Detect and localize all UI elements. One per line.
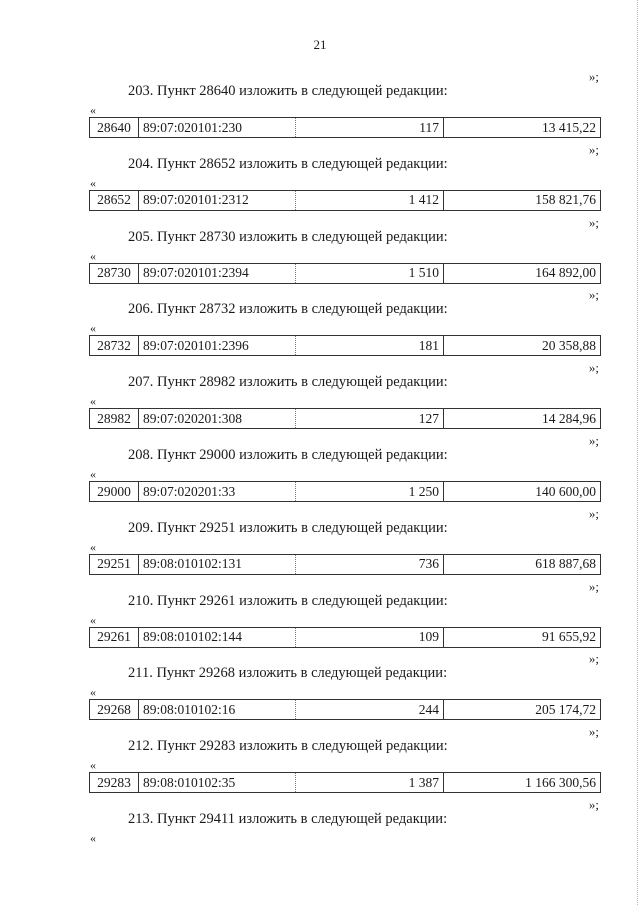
amendment-heading: 207. Пункт 28982 изложить в следующей редакции:	[128, 374, 448, 391]
opening-quote: «	[90, 612, 96, 627]
amendment-heading: 204. Пункт 28652 изложить в следующей редакции:	[128, 155, 448, 172]
cadastral-number-cell: 89:07:020201:308	[139, 409, 296, 428]
item-number-cell: 29268	[90, 700, 139, 719]
opening-quote: «	[90, 758, 96, 773]
table-row	[89, 772, 601, 793]
value-cell: 91 655,92	[542, 629, 596, 645]
amendment-heading: 203. Пункт 28640 изложить в следующей редакции:	[128, 83, 448, 99]
closing-quote: »;	[588, 360, 599, 376]
amendment-heading: 211. Пункт 29268 изложить в следующей редакции:	[128, 665, 448, 682]
closing-quote: »;	[588, 287, 599, 303]
amendment-heading: 212. Пункт 29283 изложить в следующей редакции:	[128, 738, 448, 755]
amendment-heading: 210. Пункт 29261 изложить в следующей редакции:	[128, 592, 448, 609]
item-number-cell: 28982	[90, 409, 139, 428]
page-edge	[633, 0, 638, 905]
opening-quote: «	[90, 175, 96, 190]
item-number-cell: 28732	[90, 336, 139, 355]
value-cell: 14 284,96	[542, 410, 596, 426]
table-row	[89, 699, 601, 720]
table-row	[89, 190, 601, 211]
closing-quote: »;	[588, 797, 599, 812]
value-cell: 1 166 300,56	[525, 774, 596, 790]
table-row	[89, 408, 601, 429]
item-number-cell: 29251	[90, 555, 139, 574]
value-cell: 164 892,00	[535, 265, 596, 281]
closing-quote: »;	[588, 578, 599, 594]
opening-quote: «	[90, 103, 96, 117]
amendment-heading: 208. Пункт 29000 изложить в следующей редакции:	[128, 447, 448, 463]
item-number-cell: 28640	[90, 118, 139, 137]
cadastral-number-cell: 89:07:020101:2312	[139, 191, 296, 210]
value-cell: 140 600,00	[535, 483, 596, 499]
area-cell: 1 412	[296, 191, 444, 210]
cadastral-number-cell: 89:08:010102:144	[139, 628, 296, 647]
cadastral-number-cell: 89:07:020101:2396	[139, 336, 296, 355]
opening-quote: «	[90, 321, 96, 336]
closing-quote: »;	[588, 141, 599, 157]
item-number-cell: 29283	[90, 773, 139, 792]
page-number: 21	[313, 37, 327, 52]
cadastral-number-cell: 89:07:020101:2394	[139, 264, 296, 283]
closing-quote: »;	[588, 651, 599, 667]
closing-quote: »;	[588, 433, 599, 448]
item-number-cell: 28730	[90, 264, 139, 283]
amendment-heading: 209. Пункт 29251 изложить в следующей редакции:	[128, 519, 448, 536]
closing-quote: »;	[588, 69, 599, 84]
area-cell: 1 250	[296, 482, 444, 501]
cadastral-number-cell: 89:07:020101:230	[139, 118, 296, 137]
cadastral-number-cell: 89:08:010102:16	[139, 700, 296, 719]
item-number-cell: 29000	[90, 482, 139, 501]
opening-quote: «	[90, 394, 96, 409]
area-cell: 109	[296, 628, 444, 647]
table-row	[89, 481, 601, 502]
table-row	[89, 335, 601, 356]
amendment-heading: 206. Пункт 28732 изложить в следующей редакции:	[128, 301, 448, 318]
value-cell: 13 415,22	[542, 119, 596, 135]
closing-quote: »;	[588, 214, 599, 230]
area-cell: 736	[296, 555, 444, 574]
opening-quote: «	[90, 831, 96, 845]
amendment-heading: 205. Пункт 28730 изложить в следующей редакции:	[128, 228, 448, 245]
area-cell: 117	[296, 118, 444, 137]
opening-quote: «	[90, 467, 96, 481]
value-cell: 20 358,88	[542, 337, 596, 353]
closing-quote: »;	[588, 724, 599, 740]
opening-quote: «	[90, 685, 96, 700]
amendment-heading: 213. Пункт 29411 изложить в следующей редакции:	[128, 811, 448, 827]
opening-quote: «	[90, 539, 96, 554]
cadastral-number-cell: 89:08:010102:131	[139, 555, 296, 574]
cadastral-number-cell: 89:08:010102:35	[139, 773, 296, 792]
area-cell: 1 387	[296, 773, 444, 792]
item-number-cell: 28652	[90, 191, 139, 210]
table-row	[89, 554, 601, 575]
area-cell: 181	[296, 336, 444, 355]
area-cell: 127	[296, 409, 444, 428]
table-row	[89, 117, 601, 138]
value-cell: 205 174,72	[535, 701, 596, 717]
value-cell: 618 887,68	[535, 556, 596, 572]
item-number-cell: 29261	[90, 628, 139, 647]
table-row	[89, 263, 601, 284]
table-row	[89, 627, 601, 648]
value-cell: 158 821,76	[535, 192, 596, 208]
cadastral-number-cell: 89:07:020201:33	[139, 482, 296, 501]
area-cell: 1 510	[296, 264, 444, 283]
opening-quote: «	[90, 248, 96, 263]
area-cell: 244	[296, 700, 444, 719]
closing-quote: »;	[588, 505, 599, 521]
